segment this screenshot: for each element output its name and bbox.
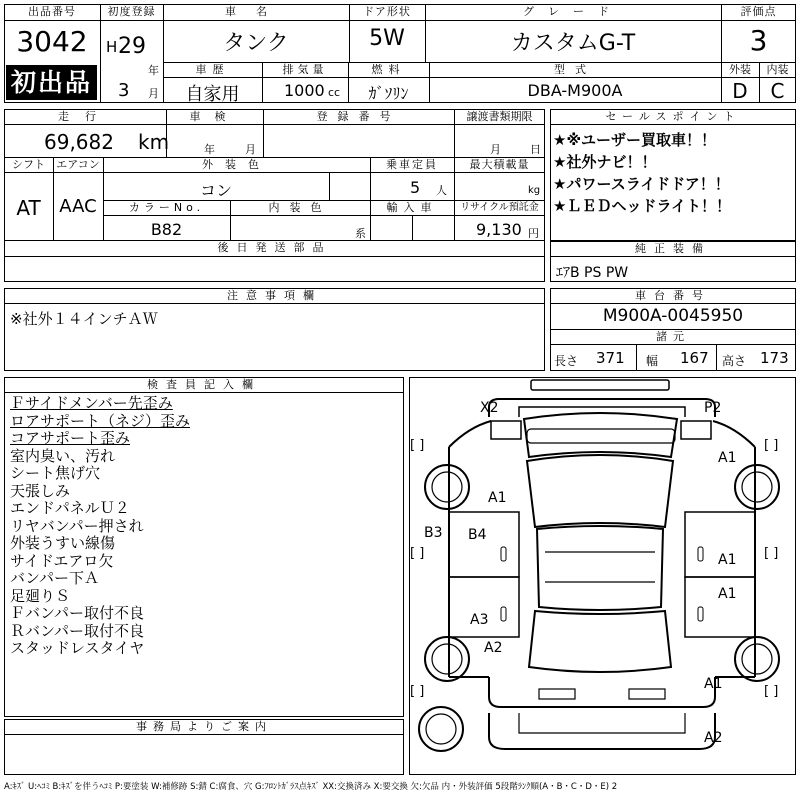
inspector-item: エンドパネルＵ２: [10, 499, 130, 517]
equipment-value: ｴｱB PS PW: [556, 265, 629, 281]
front-bumper: [489, 399, 715, 417]
color-no-label: カラーNo.: [128, 201, 205, 214]
ac: AAC: [59, 196, 97, 217]
height-label: 高さ: [722, 354, 747, 368]
capacity-label: 乗車定員: [386, 158, 438, 171]
damage-mark: P2: [704, 400, 722, 416]
fuel-label: 燃料: [371, 63, 406, 76]
damage-mark: A2: [704, 730, 723, 746]
damage-mark: A3: [470, 612, 489, 628]
sales-point: ★社外ナビ！！: [553, 153, 657, 171]
rear-bumper: [489, 677, 715, 707]
bracket-mark: [ ]: [764, 546, 779, 561]
bracket-mark: [ ]: [410, 684, 425, 699]
bracket-mark: [ ]: [764, 684, 779, 699]
grade-label: グレード: [523, 5, 623, 18]
inspector-item: シート焦げ穴: [10, 464, 101, 482]
transfer-month-unit: 月: [490, 143, 501, 156]
insp-year-unit: 年: [204, 143, 215, 156]
recycle-label: リサイクル預託金: [460, 202, 539, 213]
displacement-unit: cc: [328, 86, 341, 99]
height: 173: [760, 349, 789, 367]
notes-label: 注意事項欄: [227, 289, 322, 302]
grade: カスタムG-T: [510, 31, 636, 56]
hood: [524, 413, 677, 457]
inspector-item: スタッドレスタイヤ: [10, 639, 145, 657]
transfer-day-unit: 日: [530, 143, 541, 156]
sales-points-list: [553, 129, 731, 217]
lot-label: 出品番号: [28, 5, 76, 18]
score-label: 評価点: [740, 5, 777, 18]
model-label: 型式: [554, 63, 596, 76]
rear-window: [529, 611, 671, 672]
interior-label: 内装: [766, 63, 789, 76]
rear-hatch: [489, 713, 715, 749]
inspector-item: 室内臭い、汚れ: [10, 446, 116, 465]
car-diagram-svg: [409, 377, 796, 775]
shift: AT: [16, 196, 41, 220]
fuel: ｶﾞｿﾘﾝ: [368, 84, 409, 103]
inspector-item: サイドエアロ欠: [10, 551, 114, 570]
mileage-unit: km: [138, 130, 170, 154]
sales-point: ★ＬＥＤヘッドライト！！: [553, 197, 731, 215]
note-item: ※社外１４インチＡＷ: [10, 310, 158, 328]
damage-mark: A1: [704, 676, 723, 692]
exterior-color: コン: [199, 181, 232, 200]
door-type: 5W: [369, 26, 405, 51]
capacity: 5: [410, 178, 421, 197]
color-no: B82: [150, 220, 183, 239]
ac-label: エアコン: [56, 158, 100, 171]
sales-point: ★※ユーザー買取車！！: [553, 131, 717, 149]
mileage: 69,682: [44, 130, 114, 154]
inspector-item: リヤバンパー押され: [10, 516, 144, 535]
model: DBA-M900A: [527, 81, 623, 100]
width-label: 幅: [646, 354, 659, 368]
reg-month: 3: [118, 80, 130, 101]
recycle-unit: 円: [528, 227, 539, 240]
chassis-label: 車台番号: [635, 289, 711, 302]
after-parts-label: 後日発送部品: [217, 241, 332, 254]
specs-label: 諸元: [656, 330, 690, 343]
plate-label: 登録番号: [316, 110, 401, 123]
displacement: 1000: [284, 81, 325, 100]
equipment-label: 純正装備: [635, 242, 711, 255]
damage-mark: A1: [718, 450, 737, 466]
car-name-label: 車名: [225, 5, 287, 18]
damage-mark: A1: [488, 490, 507, 506]
damage-mark: A2: [484, 640, 503, 656]
reg-year: 29: [118, 34, 146, 59]
interior-color-unit: 系: [355, 227, 366, 240]
bracket-mark: [ ]: [410, 546, 425, 561]
bracket-mark: [ ]: [410, 438, 425, 453]
door-label: ドア形状: [363, 5, 411, 18]
history: 自家用: [185, 84, 240, 105]
inspector-list: [10, 395, 190, 658]
capacity-unit: 人: [436, 184, 447, 197]
sales-points-label: セールスポイント: [605, 110, 741, 123]
first-reg-label: 初度登録: [107, 5, 156, 18]
cabin: [527, 455, 673, 527]
notes-list: [10, 308, 158, 329]
length-label: 長さ: [554, 354, 579, 368]
inspector-label: 検査員記入欄: [147, 378, 261, 391]
inspector-item: 外装うすい線傷: [10, 534, 116, 552]
inspector-item: 天張しみ: [10, 481, 71, 500]
exterior-grade: D: [732, 79, 748, 103]
roof: [537, 526, 663, 610]
inspector-item: バンパー下Ａ: [10, 569, 99, 587]
damage-mark: B3: [424, 525, 443, 541]
inspector-item: 足廻りＳ: [10, 586, 71, 605]
lot-number: 3042: [16, 25, 88, 58]
inspection-label: 車検: [189, 110, 240, 123]
exterior-label: 外装: [729, 63, 751, 76]
chassis-number: M900A-0045950: [602, 306, 744, 326]
mileage-label: 走行: [58, 110, 112, 123]
era: H: [106, 38, 118, 56]
inspector-item: コアサポート歪み: [10, 429, 131, 447]
bracket-mark: [ ]: [764, 438, 779, 453]
displacement-label: 排気量: [282, 63, 328, 76]
transfer-label: 譲渡書類期限: [466, 110, 533, 123]
import-label: 輸入車: [386, 201, 438, 214]
inspector-item: Ｆサイドメンバー先歪み: [10, 394, 173, 412]
inspector-item: ロアサポート（ネジ）歪み: [10, 411, 191, 430]
car-name: タンク: [223, 31, 289, 56]
recycle: 9,130: [476, 220, 522, 239]
color-label: 外装色: [202, 158, 271, 171]
damage-mark: A1: [718, 586, 737, 602]
damage-mark: A1: [718, 552, 737, 568]
load-label: 最大積載量: [469, 158, 530, 171]
history-label: 車歴: [195, 63, 230, 76]
reg-month-unit: 月: [148, 87, 159, 100]
interior-grade: C: [770, 79, 785, 103]
width: 167: [680, 349, 709, 367]
damage-mark: B4: [468, 527, 487, 543]
length: 371: [596, 349, 625, 367]
inspector-item: Ｆバンパー取付不良: [10, 604, 144, 622]
sales-point: ★パワースライドドア！！: [553, 175, 730, 193]
insp-month-unit: 月: [245, 143, 256, 156]
first-listing-text: 初出品: [10, 68, 92, 97]
damage-mark: X2: [480, 400, 499, 416]
inspector-item: Ｒバンパー取付不良: [10, 621, 144, 640]
reg-year-unit: 年: [148, 64, 159, 77]
office-label: 事務局よりご案内: [136, 720, 272, 733]
score: 3: [749, 24, 768, 57]
interior-color-label: 内装色: [268, 201, 332, 214]
roof-strip: [531, 380, 669, 390]
legend: A:ｷｽﾞ U:ﾍｺﾐ B:ｷｽﾞを伴うﾍｺﾐ P:要塗装 W:補修跡 S:錆 C:腐食、穴 G:ﾌﾛﾝﾄｶﾞﾗｽ点ｷｽﾞ XX:交換済み X:要交換 欠:欠品 内・外装評価 5段階ﾗﾝｸ順(A・B・C・D・E) 2: [4, 782, 618, 792]
shift-label: シフト: [12, 158, 45, 171]
load-unit: kg: [528, 185, 541, 196]
